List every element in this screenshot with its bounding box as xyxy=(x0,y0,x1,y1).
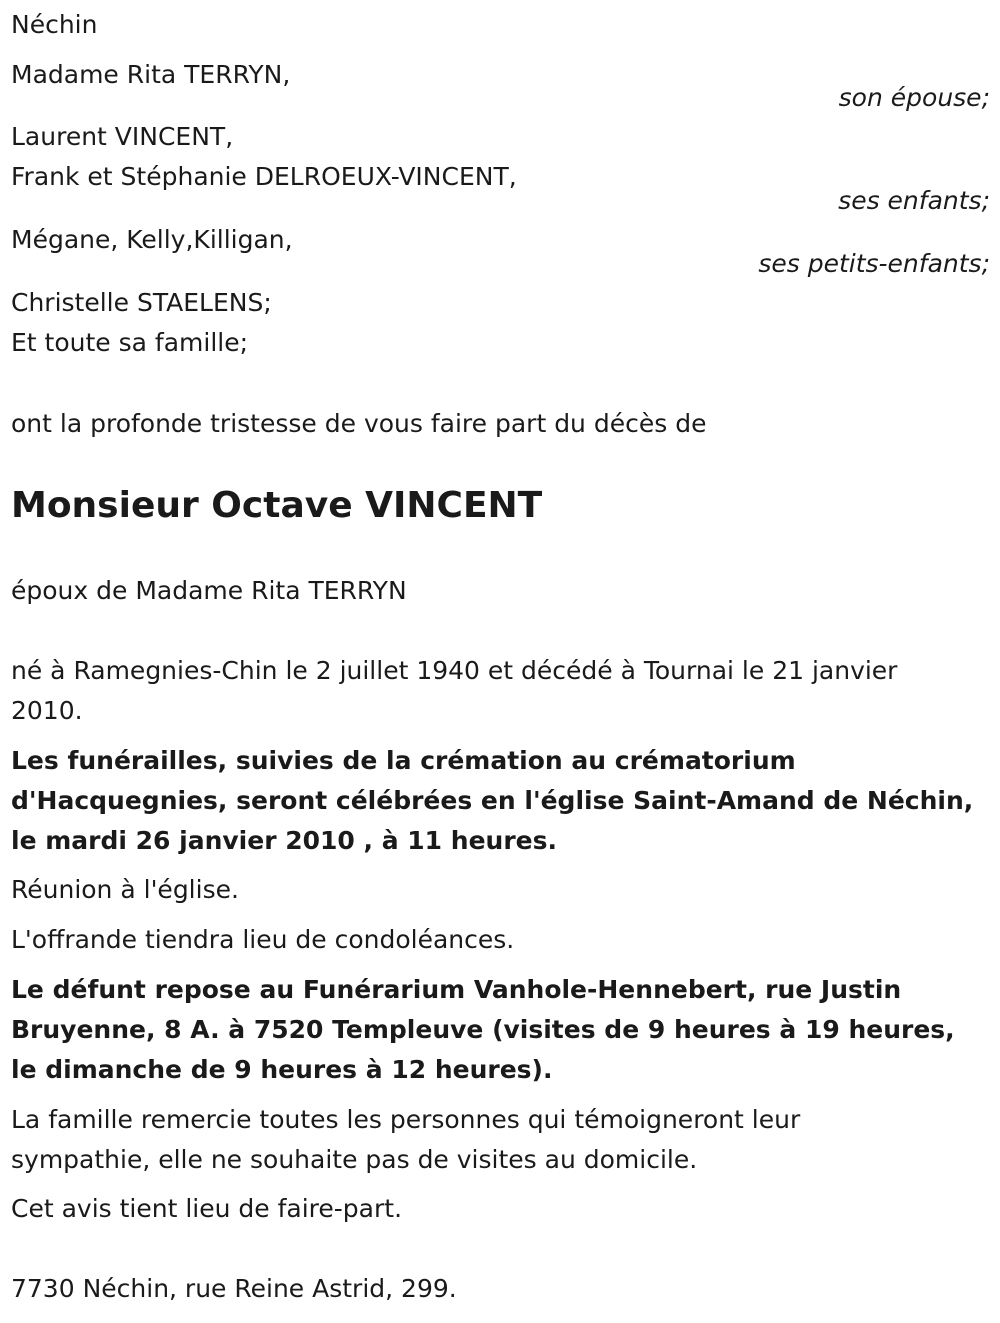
spouse-name: Madame Rita TERRYN, xyxy=(11,60,291,89)
children-role: ses enfants; xyxy=(838,186,990,215)
spouse-role: son épouse; xyxy=(838,83,990,112)
whole-family: Et toute sa famille; xyxy=(11,328,249,357)
resting-info: Le défunt repose au Funérarium Vanhole-Hennebert, rue Justin Bruyenne, 8 A. à 7520 Templeuve (visites de 9 heures à 19 heures, le dimanche de 9 heures à 12 heures). xyxy=(11,975,955,1084)
meeting-info: Réunion à l'église. xyxy=(11,875,239,904)
grandchildren-role: ses petits-enfants; xyxy=(758,249,990,278)
thanks-info: La famille remercie toutes les personnes qui témoigneront leur sympathie, elle ne souhaite pas de visites au domicile. xyxy=(11,1105,801,1174)
spouse-of: époux de Madame Rita TERRYN xyxy=(11,576,407,605)
notice-info: Cet avis tient lieu de faire-part. xyxy=(11,1194,403,1223)
announcement-intro: ont la profonde tristesse de vous faire part du décès de xyxy=(11,409,707,438)
birth-death-info: né à Ramegnies-Chin le 2 juillet 1940 et décédé à Tournai le 21 janvier 2010. xyxy=(11,656,898,725)
child-name-1: Laurent VINCENT, xyxy=(11,122,234,151)
other-relative: Christelle STAELENS; xyxy=(11,288,272,317)
deceased-name: Monsieur Octave VINCENT xyxy=(11,485,543,526)
place-heading: Néchin xyxy=(11,10,98,39)
grandchildren-names: Mégane, Kelly,Killigan, xyxy=(11,225,293,254)
offering-info: L'offrande tiendra lieu de condoléances. xyxy=(11,925,515,954)
funeral-info: Les funérailles, suivies de la crémation au crématorium d'Hacquegnies, seront célébrées en l'église Saint-Amand de Néchin, le mardi 26 janvier 2010 , à 11 heures. xyxy=(11,746,974,855)
family-address: 7730 Néchin, rue Reine Astrid, 299. xyxy=(11,1274,457,1303)
child-name-2: Frank et Stéphanie DELROEUX-VINCENT, xyxy=(11,162,517,191)
